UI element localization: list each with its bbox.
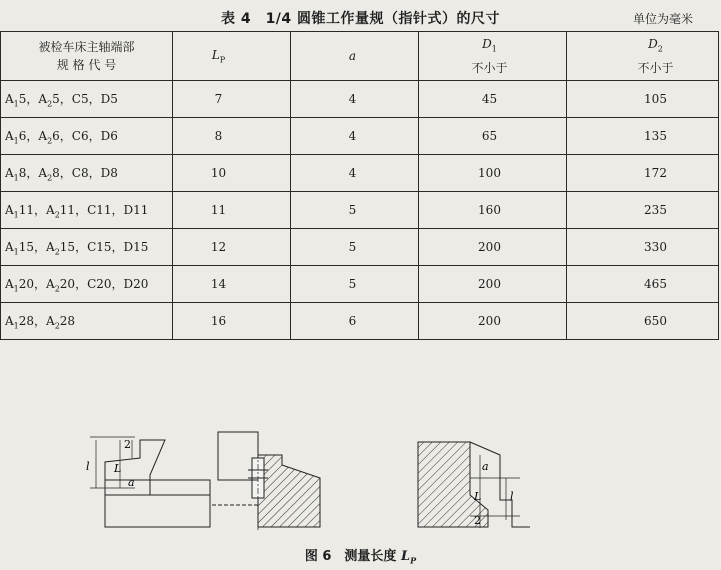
left-label-lp: L [114, 462, 122, 475]
a-cell: 5 [291, 229, 419, 266]
table-row [1, 118, 719, 155]
middle-hatched-spindle [258, 455, 320, 527]
spec-cell: $A_18$，$A_28$，C8，D8 [1, 155, 173, 192]
header-d2: $D_2$ 不小于 [567, 32, 719, 81]
lp-cell: 10 [173, 155, 291, 192]
table-header-row [1, 32, 719, 81]
lp-cell: 7 [173, 81, 291, 118]
measurement-figure [0, 420, 721, 540]
lp-cell: 16 [173, 303, 291, 340]
d2-cell: 650 [567, 303, 719, 340]
table-row [1, 303, 719, 340]
d1-cell: 45 [419, 81, 567, 118]
right-label-lp: L [474, 490, 482, 503]
d2-cell: 330 [567, 229, 719, 266]
right-label-l: l [510, 490, 514, 503]
dimension-table [0, 31, 719, 340]
d1-cell: 200 [419, 266, 567, 303]
right-label-2: 2 [474, 514, 481, 527]
table-row [1, 155, 719, 192]
table-row [1, 229, 719, 266]
a-cell: 4 [291, 155, 419, 192]
lp-cell: 8 [173, 118, 291, 155]
a-cell: 4 [291, 118, 419, 155]
table-row [1, 192, 719, 229]
unit-note: 单位为毫米 [632, 12, 693, 26]
spec-cell: $A_115$，$A_215$，C15，D15 [1, 229, 173, 266]
a-cell: 6 [291, 303, 419, 340]
table-row [1, 266, 719, 303]
header-spec: 被检车床主轴端部 规 格 代 号 [1, 32, 173, 81]
a-cell: 5 [291, 266, 419, 303]
d2-cell: 135 [567, 118, 719, 155]
d1-cell: 160 [419, 192, 567, 229]
right-label-a: a [482, 460, 489, 473]
table-row [1, 81, 719, 118]
spec-cell: $A_15$，$A_25$，C5，D5 [1, 81, 173, 118]
left-label-l: l [86, 460, 90, 473]
d2-cell: 172 [567, 155, 719, 192]
header-d1: $D_1$ 不小于 [419, 32, 567, 81]
d1-cell: 200 [419, 229, 567, 266]
a-cell: 4 [291, 81, 419, 118]
header-lp: $L_P$ [173, 32, 291, 81]
d1-cell: 200 [419, 303, 567, 340]
left-label-2: 2 [124, 438, 131, 451]
left-label-a: a [128, 476, 135, 489]
table-title: 表 4 1/4 圆锥工作量规（指针式）的尺寸 [220, 11, 501, 27]
table-body [1, 81, 719, 340]
left-base-block [105, 480, 210, 527]
lp-cell: 12 [173, 229, 291, 266]
spec-cell: $A_111$，$A_211$，C11，D11 [1, 192, 173, 229]
spec-cell: $A_16$，$A_26$，C6，D6 [1, 118, 173, 155]
spec-cell: $A_120$，$A_220$，C20，D20 [1, 266, 173, 303]
a-cell: 5 [291, 192, 419, 229]
lp-cell: 14 [173, 266, 291, 303]
header-a: a [291, 32, 419, 81]
left-sketch [90, 437, 210, 527]
d1-cell: 100 [419, 155, 567, 192]
middle-sketch [212, 432, 320, 530]
spec-cell: $A_128$，$A_228$ [1, 303, 173, 340]
lp-cell: 11 [173, 192, 291, 229]
figure-caption: 图 6 测量长度 $L_P$ [304, 549, 417, 566]
d2-cell: 235 [567, 192, 719, 229]
d1-cell: 65 [419, 118, 567, 155]
d2-cell: 105 [567, 81, 719, 118]
d2-cell: 465 [567, 266, 719, 303]
